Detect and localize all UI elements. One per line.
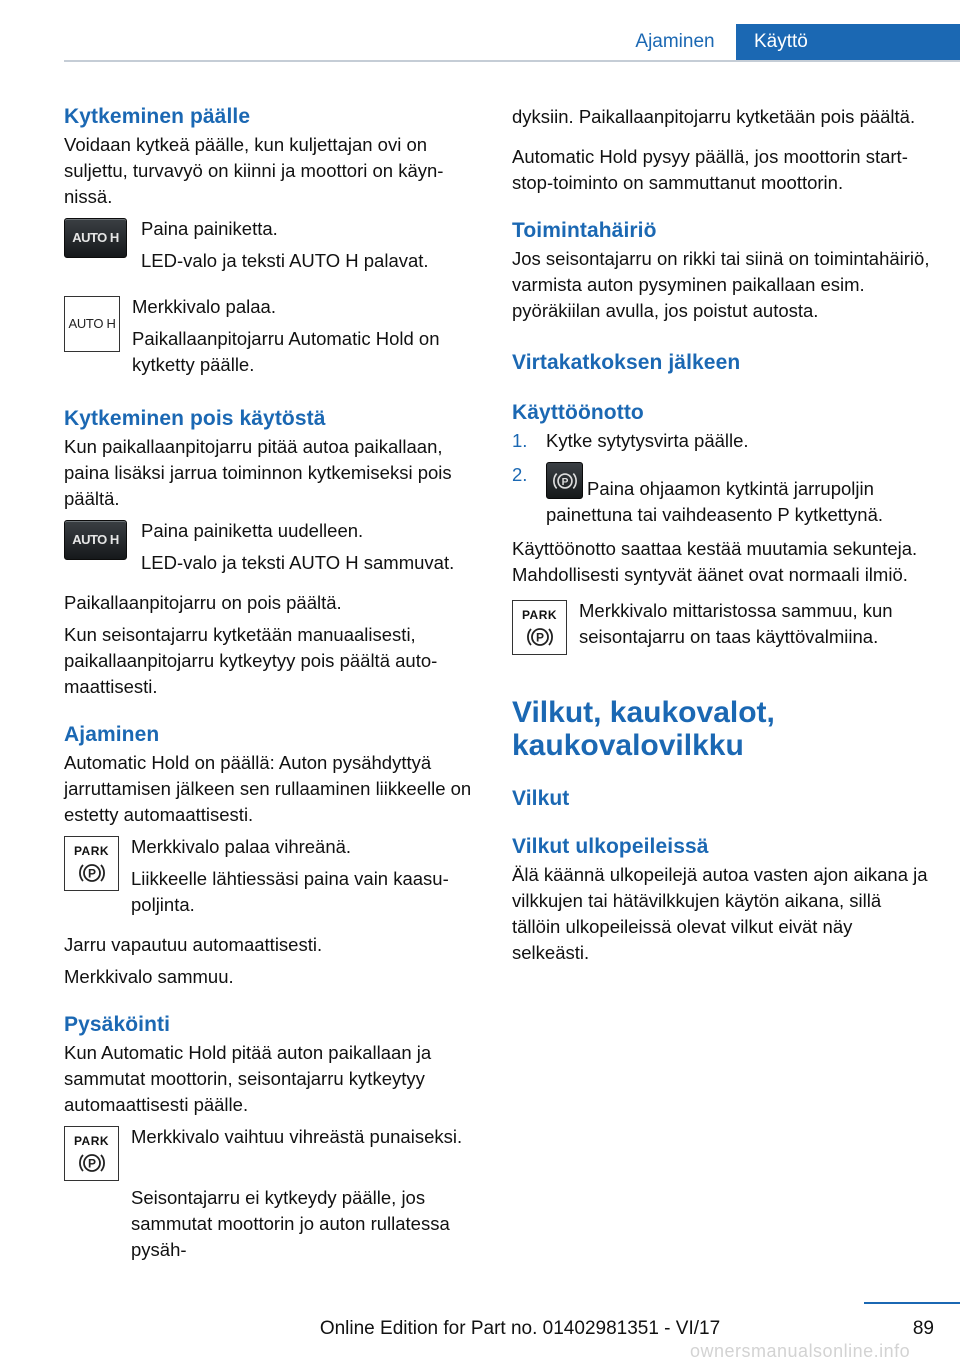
heading-mirror-signals: Vilkut ulkopeileissä bbox=[512, 835, 709, 858]
paragraph-release: Jarru vapautuu automaattisesti. bbox=[64, 934, 323, 955]
paragraph-indicator-off: Merkkivalo sammuu. bbox=[64, 966, 234, 987]
list-item bbox=[512, 428, 932, 454]
step-press-again-text: Paina painiketta uudelleen. bbox=[141, 520, 364, 541]
paragraph-parking: Kun Automatic Hold pitää auton paikallaan ja sammutat moottorin, seisontajarru kytkeytyy automaattisesti päälle. bbox=[64, 1042, 432, 1115]
svg-text:P: P bbox=[87, 1156, 96, 1171]
indicator-park-red bbox=[64, 1124, 479, 1181]
paragraph-mirror: Älä käännä ulkopeilejä autoa vasten ajon aikana ja vilkkujen tai hätävilkkujen käytön aikana, sillä tällöin ulkopeileissä olevat vilkut eivät näy selkeästi. bbox=[512, 864, 928, 963]
indicator-park-green bbox=[64, 834, 479, 924]
header-section-tab: Ajaminen bbox=[635, 31, 715, 52]
indicator-cluster bbox=[512, 598, 932, 656]
list-number: 2. bbox=[512, 464, 528, 485]
indicator-cluster-text: Merkkivalo mittaristossa sammuu, kun seisontajarru on taas käyttövalmiina. bbox=[579, 600, 893, 647]
heading-turn-signals-main: Vilkut, kaukovalot, kaukovalovilkku bbox=[512, 696, 775, 762]
paragraph-commissioning: Käyttöönotto saattaa kestää muutamia sekunteja. Mahdollisesti syntyvät äänet ovat normaali ilmiö. bbox=[512, 538, 918, 585]
parking-brake-icon bbox=[79, 1150, 105, 1176]
header-chapter-tab: Käyttö bbox=[736, 24, 960, 60]
right-column bbox=[512, 100, 932, 972]
park-indicator-icon bbox=[64, 1126, 119, 1181]
svg-text:P: P bbox=[535, 630, 544, 645]
edition-footer: Online Edition for Part no. 01402981351 - VI/17 bbox=[319, 1318, 721, 1339]
heading-switch-on: Kytkeminen päälle bbox=[64, 105, 251, 128]
paragraph-malfunction: Jos seisontajarru on rikki tai siinä on toimintahäiriö, varmista auton pysyminen paikallaan esim. pyöräkiilan avulla, jos poistut autosta. bbox=[512, 248, 930, 321]
indicator-no-engage-text: Seisontajarru ei kytkeydy päälle, jos sammutat moottorin jo auton rullatessa pysäh- bbox=[131, 1187, 450, 1260]
heading-parking: Pysäköinti bbox=[64, 1013, 171, 1036]
indicator-green-text: Merkkivalo palaa vihreänä. bbox=[131, 836, 352, 857]
parking-brake-icon bbox=[527, 624, 553, 650]
indicator-red-text: Merkkivalo vaihtuu vihreästä punaiseksi. bbox=[131, 1126, 463, 1147]
heading-power-failure: Virtakatkoksen jälkeen bbox=[512, 351, 741, 374]
paragraph-start-stop: Automatic Hold pysyy päällä, jos moottorin start-stop-toiminto on sammuttanut moottorin. bbox=[512, 146, 908, 193]
step-led-on-text: LED-valo ja teksti AUTO H palavat. bbox=[141, 250, 429, 271]
paragraph-continued: dyksiin. Paikallaanpitojarru kytketään pois päältä. bbox=[512, 106, 916, 127]
svg-text:P: P bbox=[561, 477, 569, 489]
list-text: Paina ohjaamon kytkintä jarrupoljin painettuna tai vaihdeasento P kytkettynä. bbox=[546, 478, 884, 525]
header-rule bbox=[64, 60, 960, 62]
heading-driving: Ajaminen bbox=[64, 723, 160, 746]
svg-text:P: P bbox=[87, 866, 96, 881]
paragraph-driving: Automatic Hold on päällä: Auton pysähdyttyä jarruttamisen jälkeen sen rullaaminen liikkeelle on estetty automaattisesti. bbox=[64, 752, 472, 825]
step-press-again bbox=[64, 518, 479, 582]
heading-commissioning: Käyttöönotto bbox=[512, 401, 644, 424]
park-indicator-icon bbox=[512, 600, 567, 655]
list-number: 1. bbox=[512, 430, 528, 451]
auto-h-button-icon: AUTO H bbox=[64, 520, 127, 560]
indicator-on-text: Merkkivalo palaa. bbox=[132, 296, 276, 317]
park-label: PARK bbox=[521, 608, 558, 622]
paragraph-manual: Kun seisontajarru kytketään manuaalisesti, paikallaanpitojarru kytkeytyy pois päältä automaattisesti. bbox=[64, 624, 438, 697]
page-number: 89 bbox=[912, 1318, 934, 1339]
park-indicator-icon bbox=[64, 836, 119, 891]
heading-turn-signals: Vilkut bbox=[512, 787, 570, 810]
paragraph-switch-on: Voidaan kytkeä päälle, kun kuljettajan ovi on suljettu, turvavyö on kiinni ja moottori on käynnissä. bbox=[64, 134, 444, 207]
commissioning-steps bbox=[512, 428, 932, 528]
page-number-rule bbox=[864, 1302, 960, 1304]
step-press-button bbox=[64, 216, 479, 280]
parking-brake-switch-icon bbox=[546, 462, 583, 499]
paragraph-switch-off: Kun paikallaanpitojarru pitää autoa paikallaan, paina lisäksi jarrua toiminnon kytkemiseksi pois päältä. bbox=[64, 436, 452, 509]
list-text: Kytke sytytysvirta päälle. bbox=[546, 430, 749, 451]
paragraph-off-state: Paikallaanpitojarru on pois päältä. bbox=[64, 592, 342, 613]
heading-malfunction: Toimintahäiriö bbox=[512, 219, 657, 242]
step-led-off-text: LED-valo ja teksti AUTO H sammuvat. bbox=[141, 552, 455, 573]
park-label: PARK bbox=[73, 1134, 110, 1148]
watermark: ownersmanualsonline.info bbox=[690, 1341, 911, 1361]
auto-h-button-icon: AUTO H bbox=[64, 218, 127, 258]
auto-h-indicator-icon: AUTO H bbox=[64, 296, 120, 352]
indicator-auto-h bbox=[64, 294, 479, 384]
list-item bbox=[512, 462, 932, 528]
left-column bbox=[64, 100, 479, 1269]
list-body bbox=[546, 462, 932, 528]
step-press-text: Paina painiketta. bbox=[141, 218, 278, 239]
indicator-gas-text: Liikkeelle lähtiessäsi paina vain kaasupoljinta. bbox=[131, 868, 449, 915]
indicator-on-desc: Paikallaanpitojarru Automatic Hold on kytketty päälle. bbox=[132, 328, 440, 375]
park-label: PARK bbox=[73, 844, 110, 858]
parking-brake-icon bbox=[79, 860, 105, 886]
heading-switch-off: Kytkeminen pois käytöstä bbox=[64, 407, 326, 430]
